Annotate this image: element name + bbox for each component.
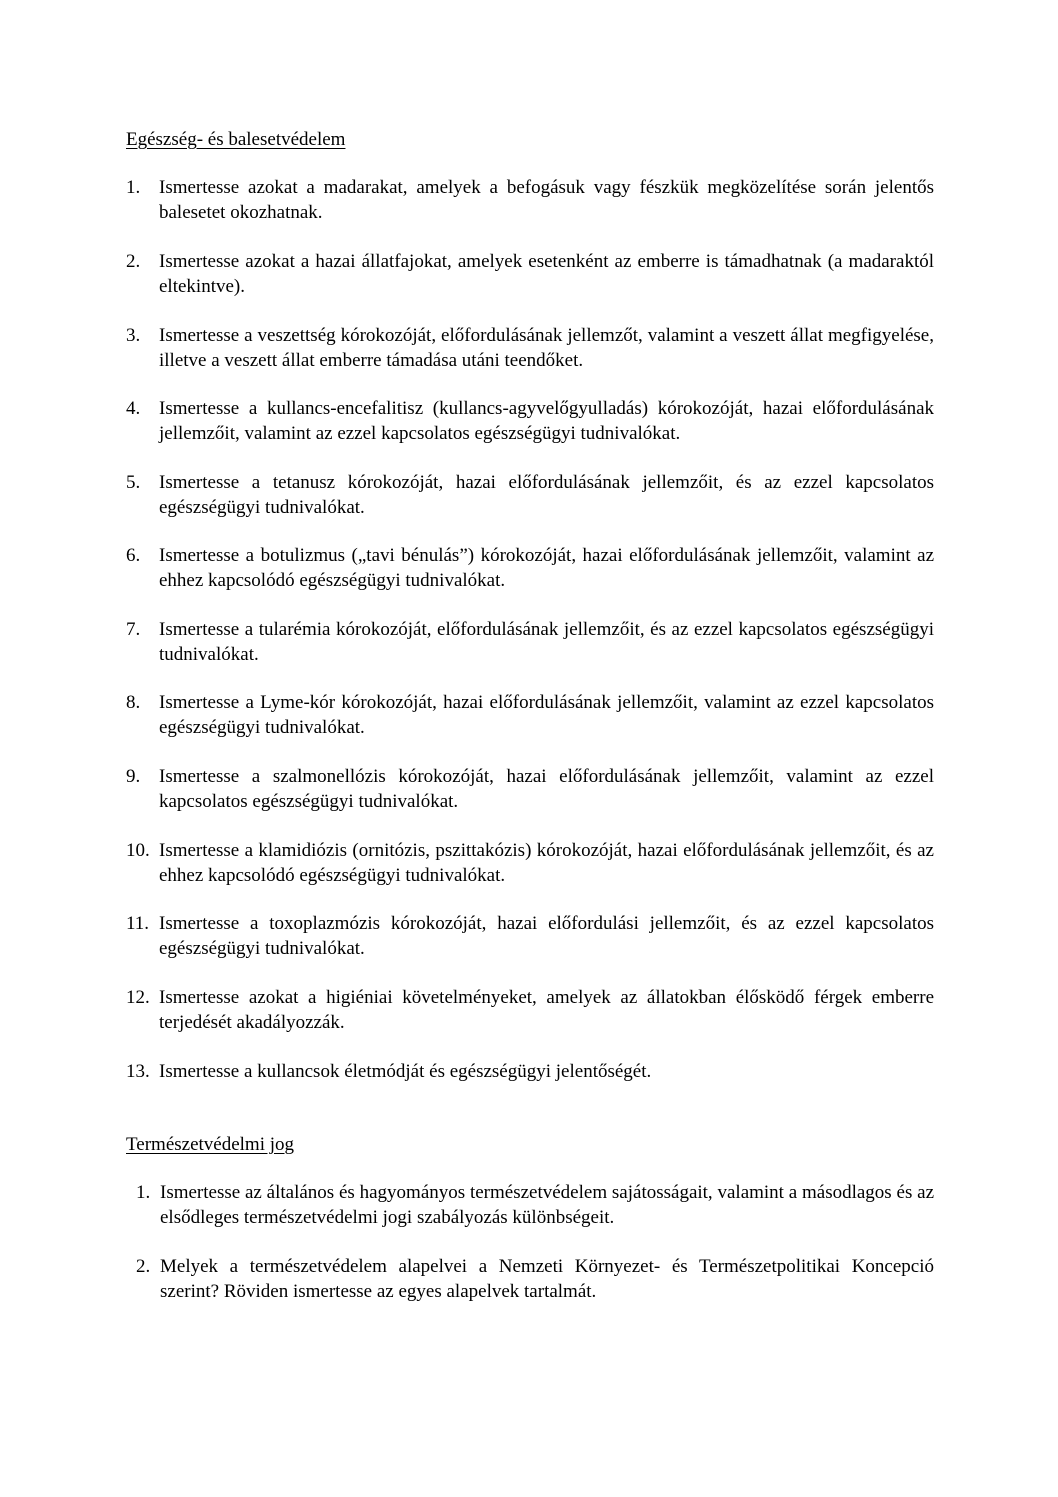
item-number: 3.: [126, 325, 141, 346]
item-text: Melyek a természetvédelem alapelvei a Nemzeti Környezet- és Természetpolitikai Koncepció szerint? Röviden ismertesse az egyes alapelvek tartalmát.: [160, 1256, 934, 1302]
section-heading-nature-law: Természetvédelmi jog: [126, 1134, 295, 1155]
item-text: Ismertesse a tetanusz kórokozóját, hazai előfordulásának jellemzőit, és az ezzel kapcsolatos egészségügyi tudnivalókat.: [159, 472, 934, 518]
item-number: 1.: [126, 177, 141, 198]
section-heading-health-safety: Egészség- és balesetvédelem: [126, 129, 346, 150]
item-number: 9.: [126, 766, 141, 787]
item-number: 7.: [126, 619, 141, 640]
item-number: 1.: [136, 1182, 151, 1203]
item-number: 4.: [126, 398, 141, 419]
item-number: 5.: [126, 472, 141, 493]
item-text: Ismertesse az általános és hagyományos természetvédelem sajátosságait, valamint a másodlagos és az elsődleges természetvédelmi jogi szabályozás különbségeit.: [160, 1182, 934, 1228]
item-text: Ismertesse a veszettség kórokozóját, előfordulásának jellemzőt, valamint a veszett állat megfigyelése, illetve a veszett állat emberre támadása utáni teendőket.: [159, 325, 934, 371]
item-text: Ismertesse a kullancs-encefalitisz (kullancs-agyvelőgyulladás) kórokozóját, hazai előfordulásának jellemzőit, valamint az ezzel kapcsolatos egészségügyi tudnivalókat.: [159, 398, 934, 444]
item-text: Ismertesse azokat a madarakat, amelyek a befogásuk vagy fészkük megközelítése során jelentős balesetet okozhatnak.: [159, 177, 934, 223]
item-number: 8.: [126, 692, 141, 713]
item-text: Ismertesse a klamidiózis (ornitózis, pszittakózis) kórokozóját, hazai előfordulásának jellemzőit, és az ehhez kapcsolódó egészségügyi tudnivalókat.: [159, 840, 934, 886]
item-number: 10.: [126, 840, 150, 861]
item-number: 2.: [126, 251, 141, 272]
item-text: Ismertesse a szalmonellózis kórokozóját, hazai előfordulásának jellemzőit, valamint az ezzel kapcsolatos egészségügyi tudnivalókat.: [159, 766, 934, 812]
item-number: 2.: [136, 1256, 151, 1277]
item-number: 6.: [126, 545, 141, 566]
item-text: Ismertesse a kullancsok életmódját és egészségügyi jelentőségét.: [159, 1061, 652, 1082]
item-text: Ismertesse a Lyme-kór kórokozóját, hazai előfordulásának jellemzőit, valamint az ezzel kapcsolatos egészségügyi tudnivalókat.: [159, 692, 934, 738]
item-number: 13.: [126, 1061, 150, 1082]
item-text: Ismertesse a toxoplazmózis kórokozóját, hazai előfordulási jellemzőit, és az ezzel kapcsolatos egészségügyi tudnivalókat.: [159, 913, 934, 959]
item-text: Ismertesse azokat a hazai állatfajokat, amelyek esetenként az emberre is támadhatnak (a madaraktól eltekintve).: [159, 251, 934, 297]
item-number: 12.: [126, 987, 150, 1008]
item-text: Ismertesse azokat a higiéniai követelményeket, amelyek az állatokban élősködő férgek emberre terjedését akadályozzák.: [159, 987, 934, 1033]
item-number: 11.: [126, 913, 150, 934]
item-text: Ismertesse a tularémia kórokozóját, előfordulásának jellemzőit, és az ezzel kapcsolatos egészségügyi tudnivalókat.: [159, 619, 934, 665]
item-text: Ismertesse a botulizmus („tavi bénulás”) kórokozóját, hazai előfordulásának jellemzőit, valamint az ehhez kapcsolódó egészségügyi tudnivalókat.: [159, 545, 934, 591]
